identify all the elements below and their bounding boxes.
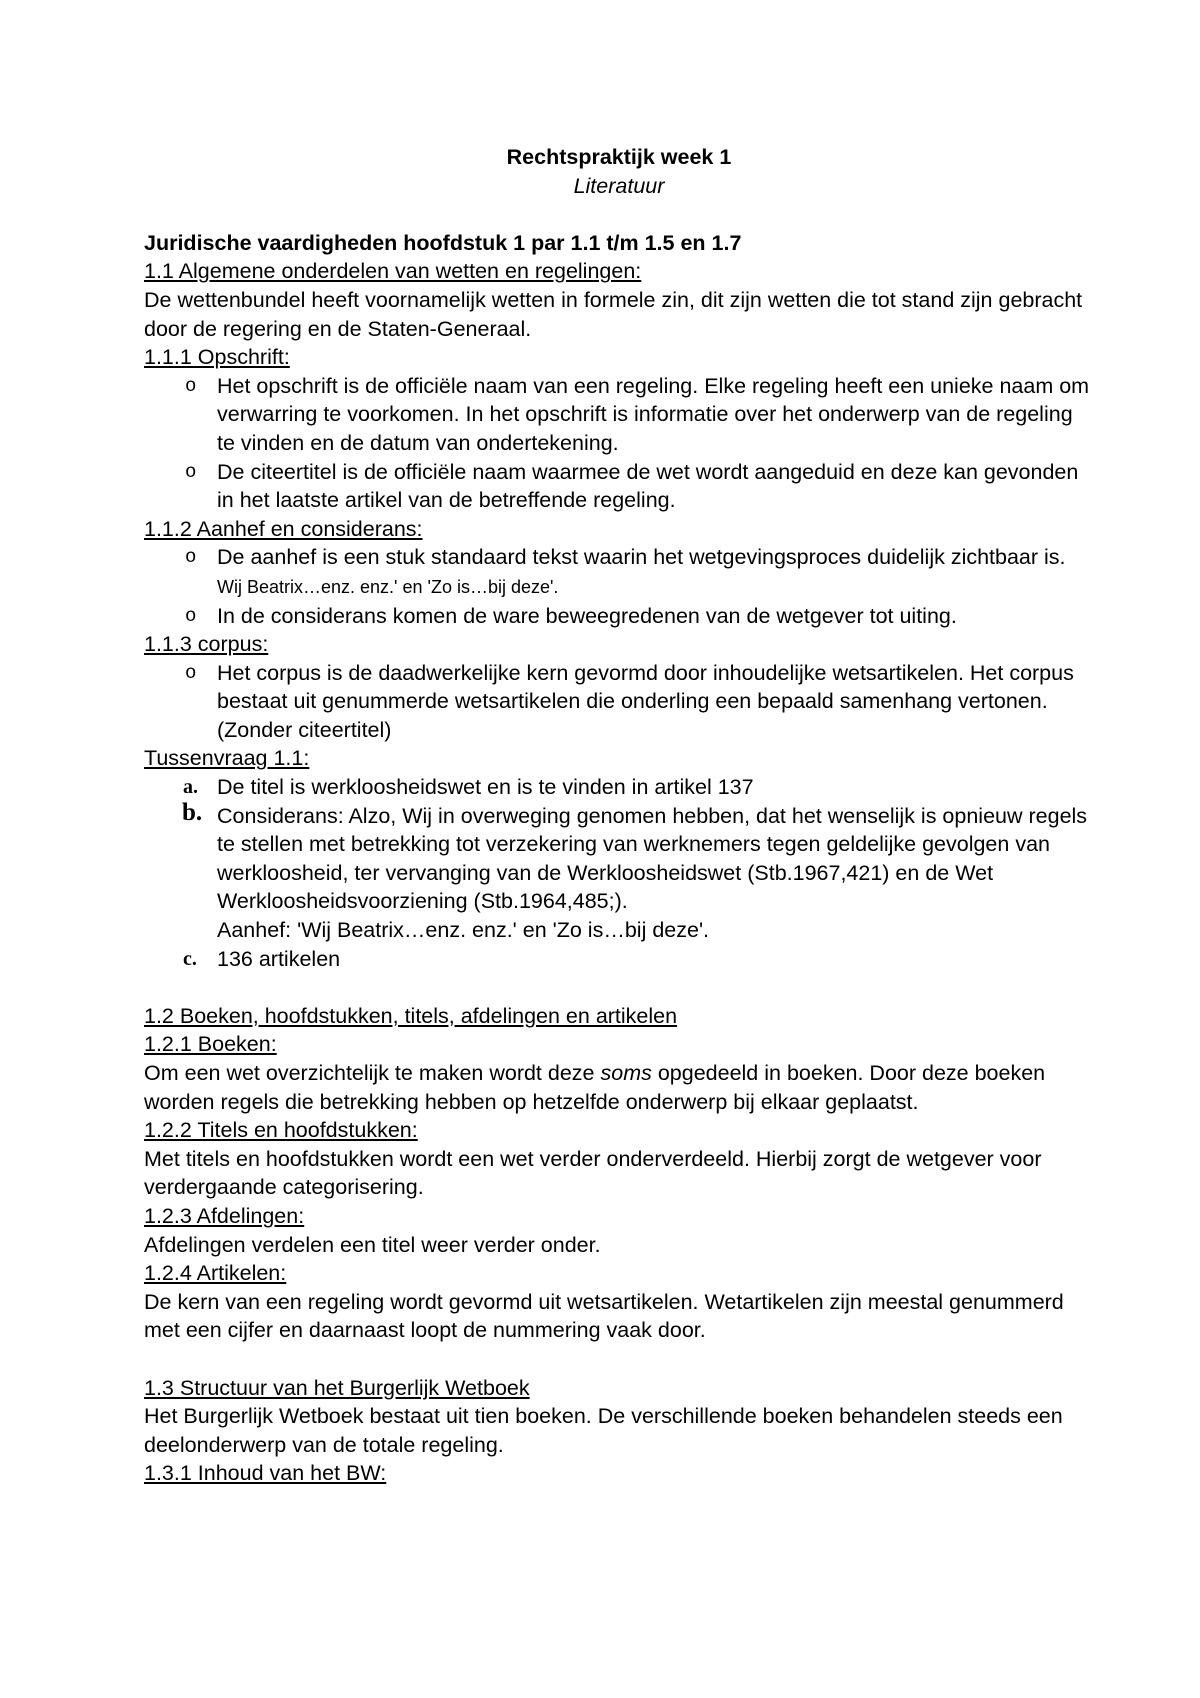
body-1-2-3: Afdelingen verdelen een titel weer verder onder. [144, 1232, 601, 1257]
body-1-3: Het Burgerlijk Wetboek bestaat uit tien boeken. De verschillende boeken behandelen steeds een deelonderwerp van de totale regeling. [144, 1404, 1063, 1457]
answer-marker-c: c. [183, 947, 197, 970]
document-title: Rechtspraktijk week 1 [506, 145, 732, 169]
body-1-2-2: Met titels en hoofdstukken wordt een wet verder onderverdeeld. Hierbij zorgt de wetgever voor verdergaande categorisering. [144, 1146, 1042, 1200]
answer-marker-a: a. [183, 776, 198, 799]
body-1-1: De wettenbundel heeft voornamelijk wetten in formele zin, dit zijn wetten die tot stand zijn gebracht door de regering en de Staten-Generaal. [144, 287, 1083, 341]
list-item [144, 372, 1094, 458]
bullet-marker: o [185, 460, 197, 483]
list-item [144, 543, 1094, 601]
list-item-text: De aanhef is een stuk standaard tekst waarin het wetgevingsproces duidelijk zichtbaar is. [217, 545, 1066, 570]
list-item-text: Het corpus is de daadwerkelijke kern gevormd door inhoudelijke wetsartikelen. Het corpus bestaat uit genummerde wetsartikelen die onderling een bepaald samenhang vertonen. (Zonder citeertitel) [217, 660, 1074, 742]
document-content [144, 143, 1094, 1488]
list-item-text: Het opschrift is de officiële naam van een regeling. Elke regeling heeft een unieke naam om verwarring te voorkomen. In het opschrift is informatie over het onderwerp van de regeling te vinden en de datum van ondertekening. [217, 373, 1090, 455]
heading-1-3: 1.3 Structuur van het Burgerlijk Wetboek [144, 1375, 530, 1400]
bullet-marker: o [185, 374, 197, 397]
heading-1-1-1: 1.1.1 Opschrift: [144, 345, 290, 370]
list-item [144, 602, 1094, 631]
answer-a-text: De titel is werkloosheidswet en is te vinden in artikel 137 [217, 775, 754, 800]
bullet-list-1-1-3 [144, 659, 1094, 745]
answer-b-text: Considerans: Alzo, Wij in overweging genomen hebben, dat het wenselijk is opnieuw regels te stellen met betrekking tot verzekering van werknemers tegen geldelijke gevolgen van werkloosheid, ter vervanging van de Werkloosheidswet (Stb.1967,421) en de Wet Werkloosheidsvoorziening (Stb.1964,485;). [217, 803, 1088, 914]
heading-1-2-3: 1.2.3 Afdelingen: [144, 1203, 305, 1228]
heading-tussenvraag: Tussenvraag 1.1: [144, 746, 310, 771]
heading-1-1-3: 1.1.3 corpus: [144, 632, 269, 657]
heading-1-1-2: 1.1.2 Aanhef en considerans: [144, 516, 423, 541]
answer-b-aanhef: Aanhef: 'Wij Beatrix…enz. enz.' en 'Zo is…bij deze'. [217, 918, 710, 943]
list-item-quote: Wij Beatrix…enz. enz.' en 'Zo is…bij deze'. [217, 576, 559, 597]
list-item [144, 458, 1094, 515]
answer-marker-b: b. [182, 798, 203, 826]
heading-1-2: 1.2 Boeken, hoofdstukken, titels, afdelingen en artikelen [144, 1003, 678, 1028]
heading-1-2-2: 1.2.2 Titels en hoofdstukken: [144, 1118, 418, 1143]
body-1-2-1-after: opgedeeld in boeken. Door deze boeken worden regels die betrekking hebben op hetzelfde onderwerp bij elkaar geplaatst. [144, 1061, 1046, 1114]
answer-c-text: 136 artikelen [217, 946, 341, 971]
bullet-marker: o [185, 546, 197, 569]
heading-1-1: 1.1 Algemene onderdelen van wetten en regelingen: [144, 259, 642, 284]
spacer [144, 200, 1094, 229]
document-subtitle: Literatuur [573, 173, 665, 198]
body-1-2-1-before: Om een wet overzichtelijk te maken wordt deze [144, 1061, 601, 1085]
bullet-marker: o [185, 604, 197, 627]
heading-1-2-4: 1.2.4 Artikelen: [144, 1261, 287, 1286]
list-item-text: De citeertitel is de officiële naam waarmee de wet wordt aangeduid en deze kan gevonden in het laatste artikel van de betreffende regeling. [217, 459, 1079, 513]
spacer [144, 973, 1094, 1002]
section-heading: Juridische vaardigheden hoofdstuk 1 par 1.1 t/m 1.5 en 1.7 [144, 230, 742, 255]
bullet-list-1-1-1 [144, 372, 1094, 515]
body-1-2-1 [144, 1059, 1094, 1116]
body-1-2-1-italic: soms [600, 1061, 652, 1085]
list-item [144, 798, 1094, 945]
bullet-marker: o [185, 661, 197, 684]
list-item [144, 773, 1094, 802]
bullet-list-1-1-2 [144, 543, 1094, 630]
answer-list [144, 773, 1094, 973]
heading-1-2-1: 1.2.1 Boeken: [144, 1032, 277, 1057]
heading-1-3-1: 1.3.1 Inhoud van het BW: [144, 1461, 387, 1486]
list-item-text: In de considerans komen de ware beweegredenen van de wetgever tot uiting. [217, 603, 957, 628]
list-item [144, 945, 1094, 974]
spacer [144, 1345, 1094, 1374]
list-item [144, 659, 1094, 745]
body-1-2-4: De kern van een regeling wordt gevormd uit wetsartikelen. Wetartikelen zijn meestal genummerd met een cijfer en daarnaast loopt de nummering vaak door. [144, 1289, 1064, 1343]
